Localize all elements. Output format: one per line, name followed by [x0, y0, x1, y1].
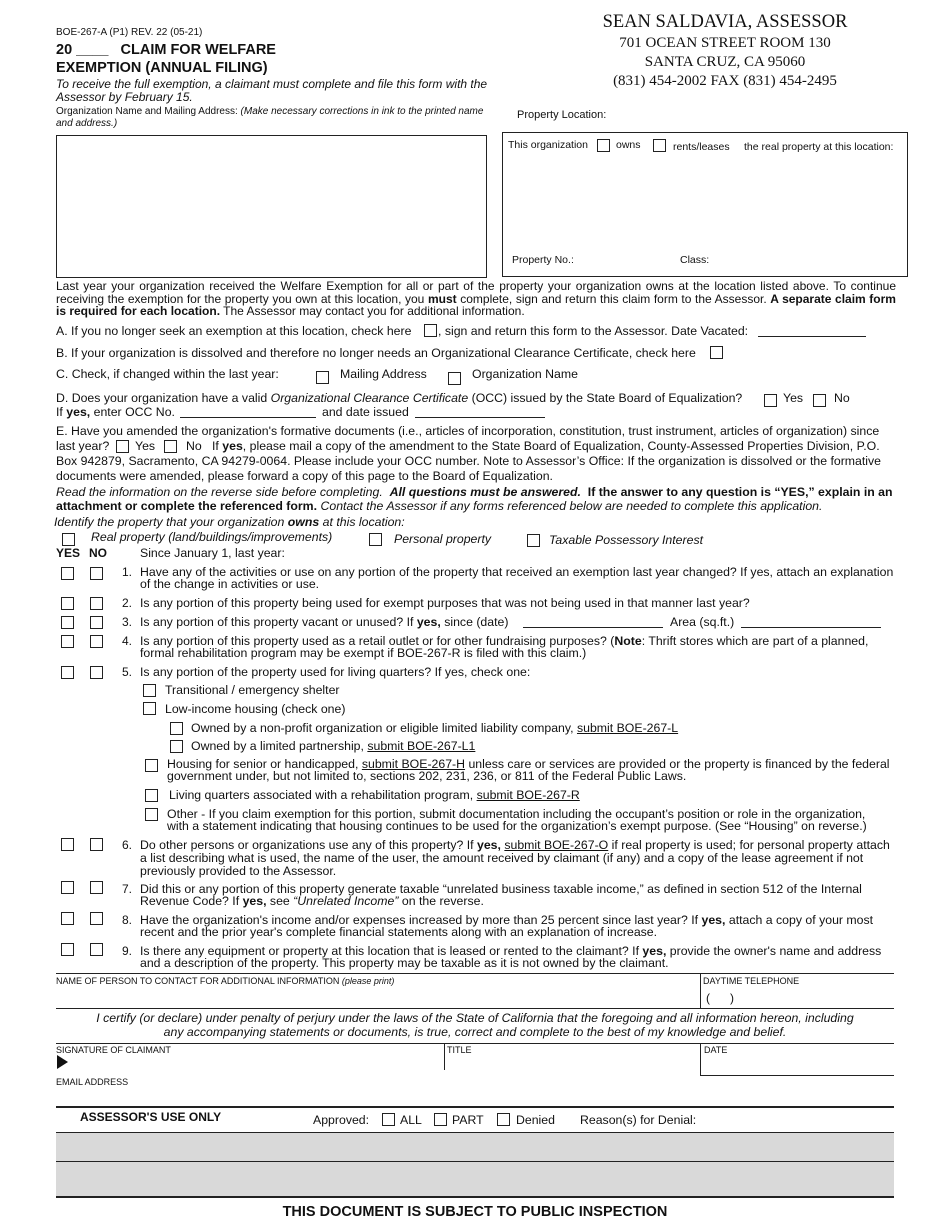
section-a-text1: A. If you no longer seek an exemption at this location, check here — [56, 324, 412, 338]
q8-yes-bold: yes, — [701, 913, 726, 927]
q3-no-checkbox[interactable] — [90, 616, 103, 629]
assessor-street: 701 OCEAN STREET ROOM 130 — [619, 35, 831, 51]
q3-date-field[interactable] — [523, 627, 663, 628]
read-info — [56, 485, 900, 513]
q1-text-a: Have any of the activities or use on any portion of the property that received an exemption last year changed? If yes, attach an explanation — [140, 565, 894, 579]
q5-rehab-label — [169, 788, 580, 802]
q9-yes-checkbox[interactable] — [61, 943, 74, 956]
read-info-c: If the answer to any question is “YES,” explain in an attachment or complete the referenced form. — [56, 485, 893, 513]
q4-text-part2: : Thrift stores which are part of a planned, — [641, 634, 869, 648]
occ-no-label: No — [834, 391, 850, 405]
q4-number: 4. — [122, 634, 133, 648]
section-e-line3: Box 942879, Sacramento, CA 94279-0064. Please include your OCC number. Note to Assessor’s Office: If the organization is dissolved or the formative — [56, 454, 882, 468]
q5-senior-checkbox[interactable] — [145, 759, 158, 772]
contact-name-field[interactable] — [56, 984, 696, 1006]
q2-yes-checkbox[interactable] — [61, 597, 74, 610]
section-d-line1 — [56, 391, 742, 405]
q5-rehab-checkbox[interactable] — [145, 789, 158, 802]
q5-owned-lp-checkbox[interactable] — [170, 740, 183, 753]
q8-line2: recent and the prior year's complete financial statements along with an explanation of increase. — [140, 925, 658, 939]
q5-yes-checkbox[interactable] — [61, 666, 74, 679]
contact-top-rule — [56, 973, 894, 974]
assessor-city: SANTA CRUZ, CA 95060 — [644, 54, 806, 70]
occ-number-field[interactable] — [180, 417, 316, 418]
q6-yes-bold: yes, — [477, 838, 501, 852]
rents-checkbox[interactable] — [653, 139, 666, 152]
section-d-text2: (OCC) issued by the State Board of Equalization? — [471, 391, 743, 405]
q2-number: 2. — [122, 596, 133, 610]
yes-header: YES — [56, 546, 81, 560]
section-d-enter: enter OCC No. — [93, 405, 175, 419]
q5-senior-text-a: Housing for senior or handicapped, — [167, 757, 359, 771]
tpi-checkbox[interactable] — [527, 534, 540, 547]
section-c-text: C. Check, if changed within the last year: — [56, 367, 279, 381]
date-issued-field[interactable] — [415, 417, 545, 418]
q3-since-date: since (date) — [444, 615, 509, 629]
q5-senior-text-b: unless care or services are provided or the property is financed by the federal — [468, 757, 890, 771]
daytime-phone-label: DAYTIME TELEPHONE — [703, 976, 800, 986]
date-bottom-rule — [700, 1075, 894, 1076]
mailing-address-checkbox[interactable] — [316, 371, 329, 384]
section-b-text: B. If your organization is dissolved and therefore no longer needs an Organizational Clearance Certificate, check here — [56, 346, 696, 360]
class-label: Class: — [680, 254, 710, 266]
tpi-label: Taxable Possessory Interest — [549, 533, 704, 547]
org-name-checkbox[interactable] — [448, 372, 461, 385]
q5-rehab-form: submit BOE-267-R — [476, 788, 580, 802]
q7-unrelated-income: “Unrelated Income” — [293, 894, 399, 908]
q5-owned-lp-form: submit BOE-267-L1 — [367, 739, 476, 753]
approved-label: Approved: — [313, 1113, 370, 1127]
q5-owned-lp-label — [191, 739, 475, 753]
identify-text1: Identify the property that your organization — [54, 515, 285, 529]
q7-text-b: Revenue Code? If — [140, 894, 240, 908]
certify-line2: any accompanying statements or documents, is true, correct and complete to the best of my knowledge and belief. — [163, 1025, 787, 1039]
contact-bottom-rule — [56, 1008, 894, 1009]
section-d-ifyes: yes, — [66, 405, 91, 419]
certify-line1: I certify (or declare) under penalty of perjury under the laws of the State of California that the foregoing and all information hereon, including — [96, 1011, 854, 1025]
q5-owned-np-checkbox[interactable] — [170, 722, 183, 735]
real-property-label: the real property at this location: — [744, 141, 894, 153]
q4-no-checkbox[interactable] — [90, 635, 103, 648]
denied-label: Denied — [516, 1113, 555, 1127]
q6-yes-checkbox[interactable] — [61, 838, 74, 851]
title-divider — [444, 1043, 445, 1070]
q5-senior-line2: government under, but not limited to, sections 202, 231, 236, or 811 of the Federal Public Laws. — [167, 769, 687, 783]
occ-yes-checkbox[interactable] — [764, 394, 777, 407]
q6-line1 — [140, 838, 890, 852]
section-e-line2b — [212, 439, 880, 453]
since-jan-header: Since January 1, last year: — [140, 546, 285, 560]
q6-form: submit BOE-267-O — [504, 838, 609, 852]
q7-number: 7. — [122, 882, 133, 896]
q3-text — [140, 615, 508, 629]
q4-text-part1: Is any portion of this property used as a retail outlet or for other fundraising purposes? ( — [140, 634, 615, 648]
org-address-box[interactable] — [56, 135, 487, 278]
section-e-line2 — [56, 439, 109, 453]
q7-see: see — [269, 894, 290, 908]
q1-yes-checkbox[interactable] — [61, 567, 74, 580]
identify-text2: at this location: — [322, 515, 405, 529]
assessor-use-row1 — [56, 1132, 894, 1162]
date-field[interactable] — [704, 1054, 892, 1072]
q8-number: 8. — [122, 913, 133, 927]
signature-field[interactable] — [72, 1054, 442, 1072]
real-property-type-label: Real property (land/buildings/improvements) — [91, 530, 333, 544]
title-year: 20 ____ — [56, 42, 109, 58]
intro-must: must — [427, 291, 457, 306]
q2-no-checkbox[interactable] — [90, 597, 103, 610]
q3-area-field[interactable] — [741, 627, 881, 628]
q5-owned-np-label — [191, 721, 678, 735]
q3-yes-checkbox[interactable] — [61, 616, 74, 629]
signature-top-rule — [56, 1043, 894, 1044]
this-org-label: This organization — [508, 139, 588, 151]
q5-lowincome-checkbox[interactable] — [143, 702, 156, 715]
q5-transitional-label: Transitional / emergency shelter — [165, 683, 340, 697]
real-property-checkbox[interactable] — [62, 533, 75, 546]
intro-paragraph — [56, 280, 896, 318]
q8-text-a: Have the organization's income and/or expenses increased by more than 25 percent since last year? If — [140, 913, 699, 927]
amended-no-checkbox[interactable] — [164, 440, 177, 453]
amended-yes-label: Yes — [135, 439, 156, 453]
q7-yes-bold: yes, — [242, 894, 267, 908]
section-d-occ: Organizational Clearance Certificate — [270, 391, 469, 405]
section-e-line4: documents were amended, please forward a copy of this page to the Board of Equalization. — [56, 469, 553, 483]
title-text-1: CLAIM FOR WELFARE — [120, 42, 276, 58]
section-b-checkbox[interactable] — [710, 346, 723, 359]
q5-rehab-text: Living quarters associated with a rehabilitation program, — [169, 788, 474, 802]
rents-label: rents/leases — [673, 141, 730, 153]
assessor-phone: (831) 454-2002 FAX (831) 454-2495 — [613, 73, 837, 89]
identify-line — [54, 515, 405, 529]
section-e-if: If — [212, 439, 219, 453]
contact-divider — [700, 973, 701, 1008]
section-d-line2 — [56, 405, 175, 419]
q6-text-a: Do other persons or organizations use any of this property? If — [140, 838, 474, 852]
q5-other-line1: Other - If you claim exemption for this portion, submit documentation including the occupant’s position or role in the organization, — [167, 807, 866, 821]
signature-label: SIGNATURE OF CLAIMANT — [56, 1045, 171, 1055]
q6-number: 6. — [122, 838, 133, 852]
contact-name-label-text: NAME OF PERSON TO CONTACT FOR ADDITIONAL INFORMATION — [56, 976, 340, 986]
reasons-label: Reason(s) for Denial: — [580, 1113, 697, 1127]
date-label: DATE — [704, 1045, 728, 1055]
q5-text: Is any portion of the property used for living quarters? If yes, check one: — [140, 665, 531, 679]
mailing-address-label: Mailing Address — [340, 367, 427, 381]
section-e-mail-text: , please mail a copy of the amendment to the State Board of Equalization, County-Assessed Properties Division, P.O. — [242, 439, 880, 453]
form-title-line2: EXEMPTION (ANNUAL FILING) — [56, 60, 268, 76]
q5-other-checkbox[interactable] — [145, 808, 158, 821]
q7-yes-checkbox[interactable] — [61, 881, 74, 894]
property-location-label: Property Location: — [517, 109, 607, 121]
org-name-label-text: Organization Name and Mailing Address: — [56, 106, 238, 117]
q6-text-b: if real property is used; for personal property attach — [611, 838, 890, 852]
denied-checkbox[interactable] — [497, 1113, 510, 1126]
signature-arrow-icon — [57, 1055, 68, 1069]
assessor-use-label: ASSESSOR'S USE ONLY — [80, 1110, 222, 1124]
q9-no-checkbox[interactable] — [90, 943, 103, 956]
q3-number: 3. — [122, 615, 133, 629]
q3-text-a: Is any portion of this property vacant or unused? If — [140, 615, 414, 629]
q9-text-a: Is there any equipment or property at this location that is leased or rented to the claimant? If — [140, 944, 639, 958]
read-info-b: All questions must be answered. — [389, 485, 581, 499]
identify-owns: owns — [287, 515, 320, 529]
email-label: EMAIL ADDRESS — [56, 1077, 129, 1087]
title-field[interactable] — [448, 1054, 698, 1072]
q1-text-b: of the change in activities or use. — [140, 577, 320, 591]
q6-line3: previously provided to the Assessor. — [140, 864, 337, 878]
intro-separate: A separate claim form is required for each location. — [56, 291, 896, 318]
q2-text: Is any portion of this property being used for exempt purposes that was not being used in that manner last year? — [140, 596, 750, 610]
q5-transitional-checkbox[interactable] — [143, 684, 156, 697]
form-instruction: To receive the full exemption, a claimant must complete and file this form with the Assessor by February 15. — [56, 77, 488, 104]
form-title-line1 — [56, 42, 276, 58]
section-a-text2: , sign and return this form to the Assessor. Date Vacated: — [438, 324, 749, 338]
section-e-yes-bold: yes — [222, 439, 243, 453]
q6-line2: a list describing what is used, the name of the user, the amount received by claimant (if any) and a copy of the lease agreement if not — [140, 851, 864, 865]
public-inspection-footer: THIS DOCUMENT IS SUBJECT TO PUBLIC INSPECTION — [282, 1204, 668, 1220]
amended-no-label: No — [186, 439, 202, 453]
q7-line2 — [140, 894, 484, 908]
date-divider — [700, 1043, 701, 1075]
approved-all-checkbox[interactable] — [382, 1113, 395, 1126]
q5-owned-np-text: Owned by a non-profit organization or eligible limited liability company, — [191, 721, 574, 735]
occ-yes-label: Yes — [783, 391, 804, 405]
approved-part-label: PART — [452, 1113, 484, 1127]
q9-yes-bold: yes, — [642, 944, 667, 958]
q1-no-checkbox[interactable] — [90, 567, 103, 580]
org-name-note: (Make necessary corrections in ink to the printed name and address.) — [56, 106, 484, 129]
section-d-if: If — [56, 405, 63, 419]
org-name-changed-label: Organization Name — [472, 367, 578, 381]
intro-p3: The Assessor may contact you for additional information. — [223, 304, 525, 318]
q5-lowincome-label: Low-income housing (check one) — [165, 702, 346, 716]
read-info-a: Read the information on the reverse side before completing. — [56, 485, 383, 499]
q7-line1: Did this or any portion of this property generate taxable “unrelated business taxable income,” as defined in section 512 of the Internal — [140, 882, 862, 896]
q8-yes-checkbox[interactable] — [61, 912, 74, 925]
contact-print-note: (please print) — [341, 976, 395, 986]
q7-text-d: on the reverse. — [401, 894, 484, 908]
owns-checkbox[interactable] — [597, 139, 610, 152]
q5-senior-form: submit BOE-267-H — [361, 757, 466, 771]
personal-property-checkbox[interactable] — [369, 533, 382, 546]
assessor-name: SEAN SALDAVIA, ASSESSOR — [602, 12, 848, 32]
daytime-phone-field[interactable]: ( ) — [706, 991, 734, 1005]
date-issued-label: and date issued — [322, 405, 409, 419]
section-d-text1: D. Does your organization have a valid — [56, 391, 268, 405]
q3-area-label: Area (sq.ft.) — [670, 615, 735, 629]
approved-part-checkbox[interactable] — [434, 1113, 447, 1126]
approved-all-label: ALL — [400, 1113, 422, 1127]
q4-yes-checkbox[interactable] — [61, 635, 74, 648]
q1-number: 1. — [122, 565, 133, 579]
q8-no-checkbox[interactable] — [90, 912, 103, 925]
assessor-use-row2 — [56, 1162, 894, 1198]
q7-no-checkbox[interactable] — [90, 881, 103, 894]
q5-other-line2: with a statement indicating that housing continues to be used for the organization’s exempt purpose. (See “Housing” on reverse.) — [167, 819, 867, 833]
property-no-label: Property No.: — [512, 254, 574, 266]
q4-text-c: formal rehabilitation program may be exempt if BOE-267-R is filed with this claim.) — [140, 646, 587, 660]
org-name-label — [56, 106, 496, 130]
email-field[interactable] — [56, 1088, 894, 1104]
title-label: TITLE — [447, 1045, 472, 1055]
section-e-last-year: last year? — [56, 439, 110, 453]
read-info-d: Contact the Assessor if any forms referenced below are needed to complete this application. — [320, 499, 823, 513]
intro-p1: Last year your organization received the Welfare Exemption for all or part of the property your organization owns at the location listed above. To continue receiving the exemption for the property you own at this location, you — [56, 279, 896, 306]
intro-p2: complete, sign and return this claim form to the Assessor. — [460, 291, 767, 306]
personal-property-label: Personal property — [394, 532, 492, 546]
q5-owned-lp-text: Owned by a limited partnership, — [191, 739, 364, 753]
q9-text-b: provide the owner's name and address — [669, 944, 882, 958]
section-e-line1: E. Have you amended the organization's formative documents (i.e., articles of incorporation, constitution, trust instrument, articles of organization) since — [56, 424, 880, 438]
form-code: BOE-267-A (P1) REV. 22 (05-21) — [56, 27, 203, 38]
q4-note: Note — [614, 634, 642, 648]
owns-label: owns — [616, 139, 641, 151]
q5-number: 5. — [122, 665, 133, 679]
q9-line2: and a description of the property. This property may be taxable as it is not owned by the claimant. — [140, 956, 669, 970]
occ-no-checkbox[interactable] — [813, 394, 826, 407]
section-a-checkbox[interactable] — [424, 324, 437, 337]
q5-owned-np-form: submit BOE-267-L — [576, 721, 679, 735]
amended-yes-checkbox[interactable] — [116, 440, 129, 453]
no-header: NO — [89, 546, 107, 560]
q9-number: 9. — [122, 944, 133, 958]
q3-yes-bold: yes, — [416, 615, 441, 629]
q8-text-b: attach a copy of your most — [728, 913, 874, 927]
q6-no-checkbox[interactable] — [90, 838, 103, 851]
date-vacated-field[interactable] — [758, 336, 866, 337]
q5-no-checkbox[interactable] — [90, 666, 103, 679]
